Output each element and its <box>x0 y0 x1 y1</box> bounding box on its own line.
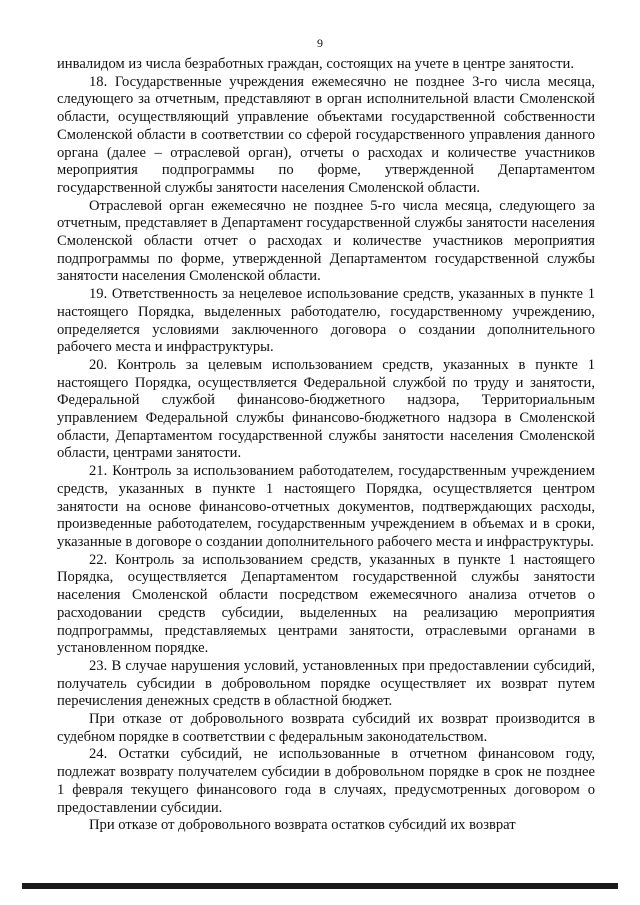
paragraph-sectoral-body-report: Отраслевой орган ежемесячно не позднее 5-го числа месяца, следующего за отчетным, представляет в Департамент государственной службы занятости населения Смоленской области отчет о расходах и количестве участников мероприятия подпрограммы по форме, утвержденной Департаментом государственной службы занятости населения Смоленской области. <box>57 197 595 285</box>
paragraph-20: 20. Контроль за целевым использованием средств, указанных в пункте 1 настоящего Порядка, осуществляется Федеральной службой по труду и занятости, Федеральной службой финансово-бюджетного надзора, Территориальным управлением Федеральной службы финансово-бюджетного надзора в Смоленской области, Департаментом государственной службы занятости населения Смоленской области, центрами занятости. <box>57 356 595 462</box>
paragraph-18: 18. Государственные учреждения ежемесячно не позднее 3-го числа месяца, следующего за отчетным, представляют в орган исполнительной власти Смоленской области, осуществляющий управление объектами государственной собственности Смоленской области в соответствии со сферой государственного управления данного органа (далее – отраслевой орган), отчеты о расходах и количестве участников мероприятия подпрограммы по форме, утвержденной Департаментом государственной службы занятости населения Смоленской области. <box>57 73 595 196</box>
paragraph-22: 22. Контроль за использованием средств, указанных в пункте 1 настоящего Порядка, осуществляется Департаментом государственной службы занятости населения Смоленской области посредством ежемесячного анализа отчетов о расходовании средств субсидии, выделенных на реализацию мероприятия подпрограммы, представляемых центрами занятости, отраслевыми органами в установленном порядке. <box>57 551 595 657</box>
paragraph-21: 21. Контроль за использованием работодателем, государственным учреждением средств, указанных в пункте 1 настоящего Порядка, осуществляется центром занятости на основе финансово-отчетных документов, подтверждающих расходы, произведенные работодателем, государственным учреждением в объемах и в сроки, указанные в договоре о создании дополнительного рабочего места и инфраструктуры. <box>57 463 595 550</box>
paragraph-24: 24. Остатки субсидий, не использованные в отчетном финансовом году, подлежат возврату получателем субсидии в добровольном порядке в срок не позднее 1 февраля текущего финансового года в случаях, предусмотренных договором о предоставлении субсидии. <box>57 746 595 816</box>
page-bottom-rule <box>22 883 618 889</box>
paragraph-23-refusal: При отказе от добровольного возврата субсидий их возврат производится в судебном порядке в соответствии с федеральным законодательством. <box>57 711 595 745</box>
document-body <box>57 56 595 835</box>
paragraph-19: 19. Ответственность за нецелевое использование средств, указанных в пункте 1 настоящего Порядка, выделенных работодателю, государственному учреждению, определяется условиями заключенного договора о создании дополнительного рабочего места и инфраструктуры. <box>57 286 595 356</box>
paragraph-continuation: инвалидом из числа безработных граждан, состоящих на учете в центре занятости. <box>57 56 574 72</box>
page-number: 9 <box>317 36 323 50</box>
paragraph-23: 23. В случае нарушения условий, установленных при предоставлении субсидий, получатель субсидии в добровольном порядке осуществляет их возврат путем перечисления денежных средств в областной бюджет. <box>57 657 595 710</box>
paragraph-24-refusal: При отказе от добровольного возврата остатков субсидий их возврат <box>89 817 516 834</box>
